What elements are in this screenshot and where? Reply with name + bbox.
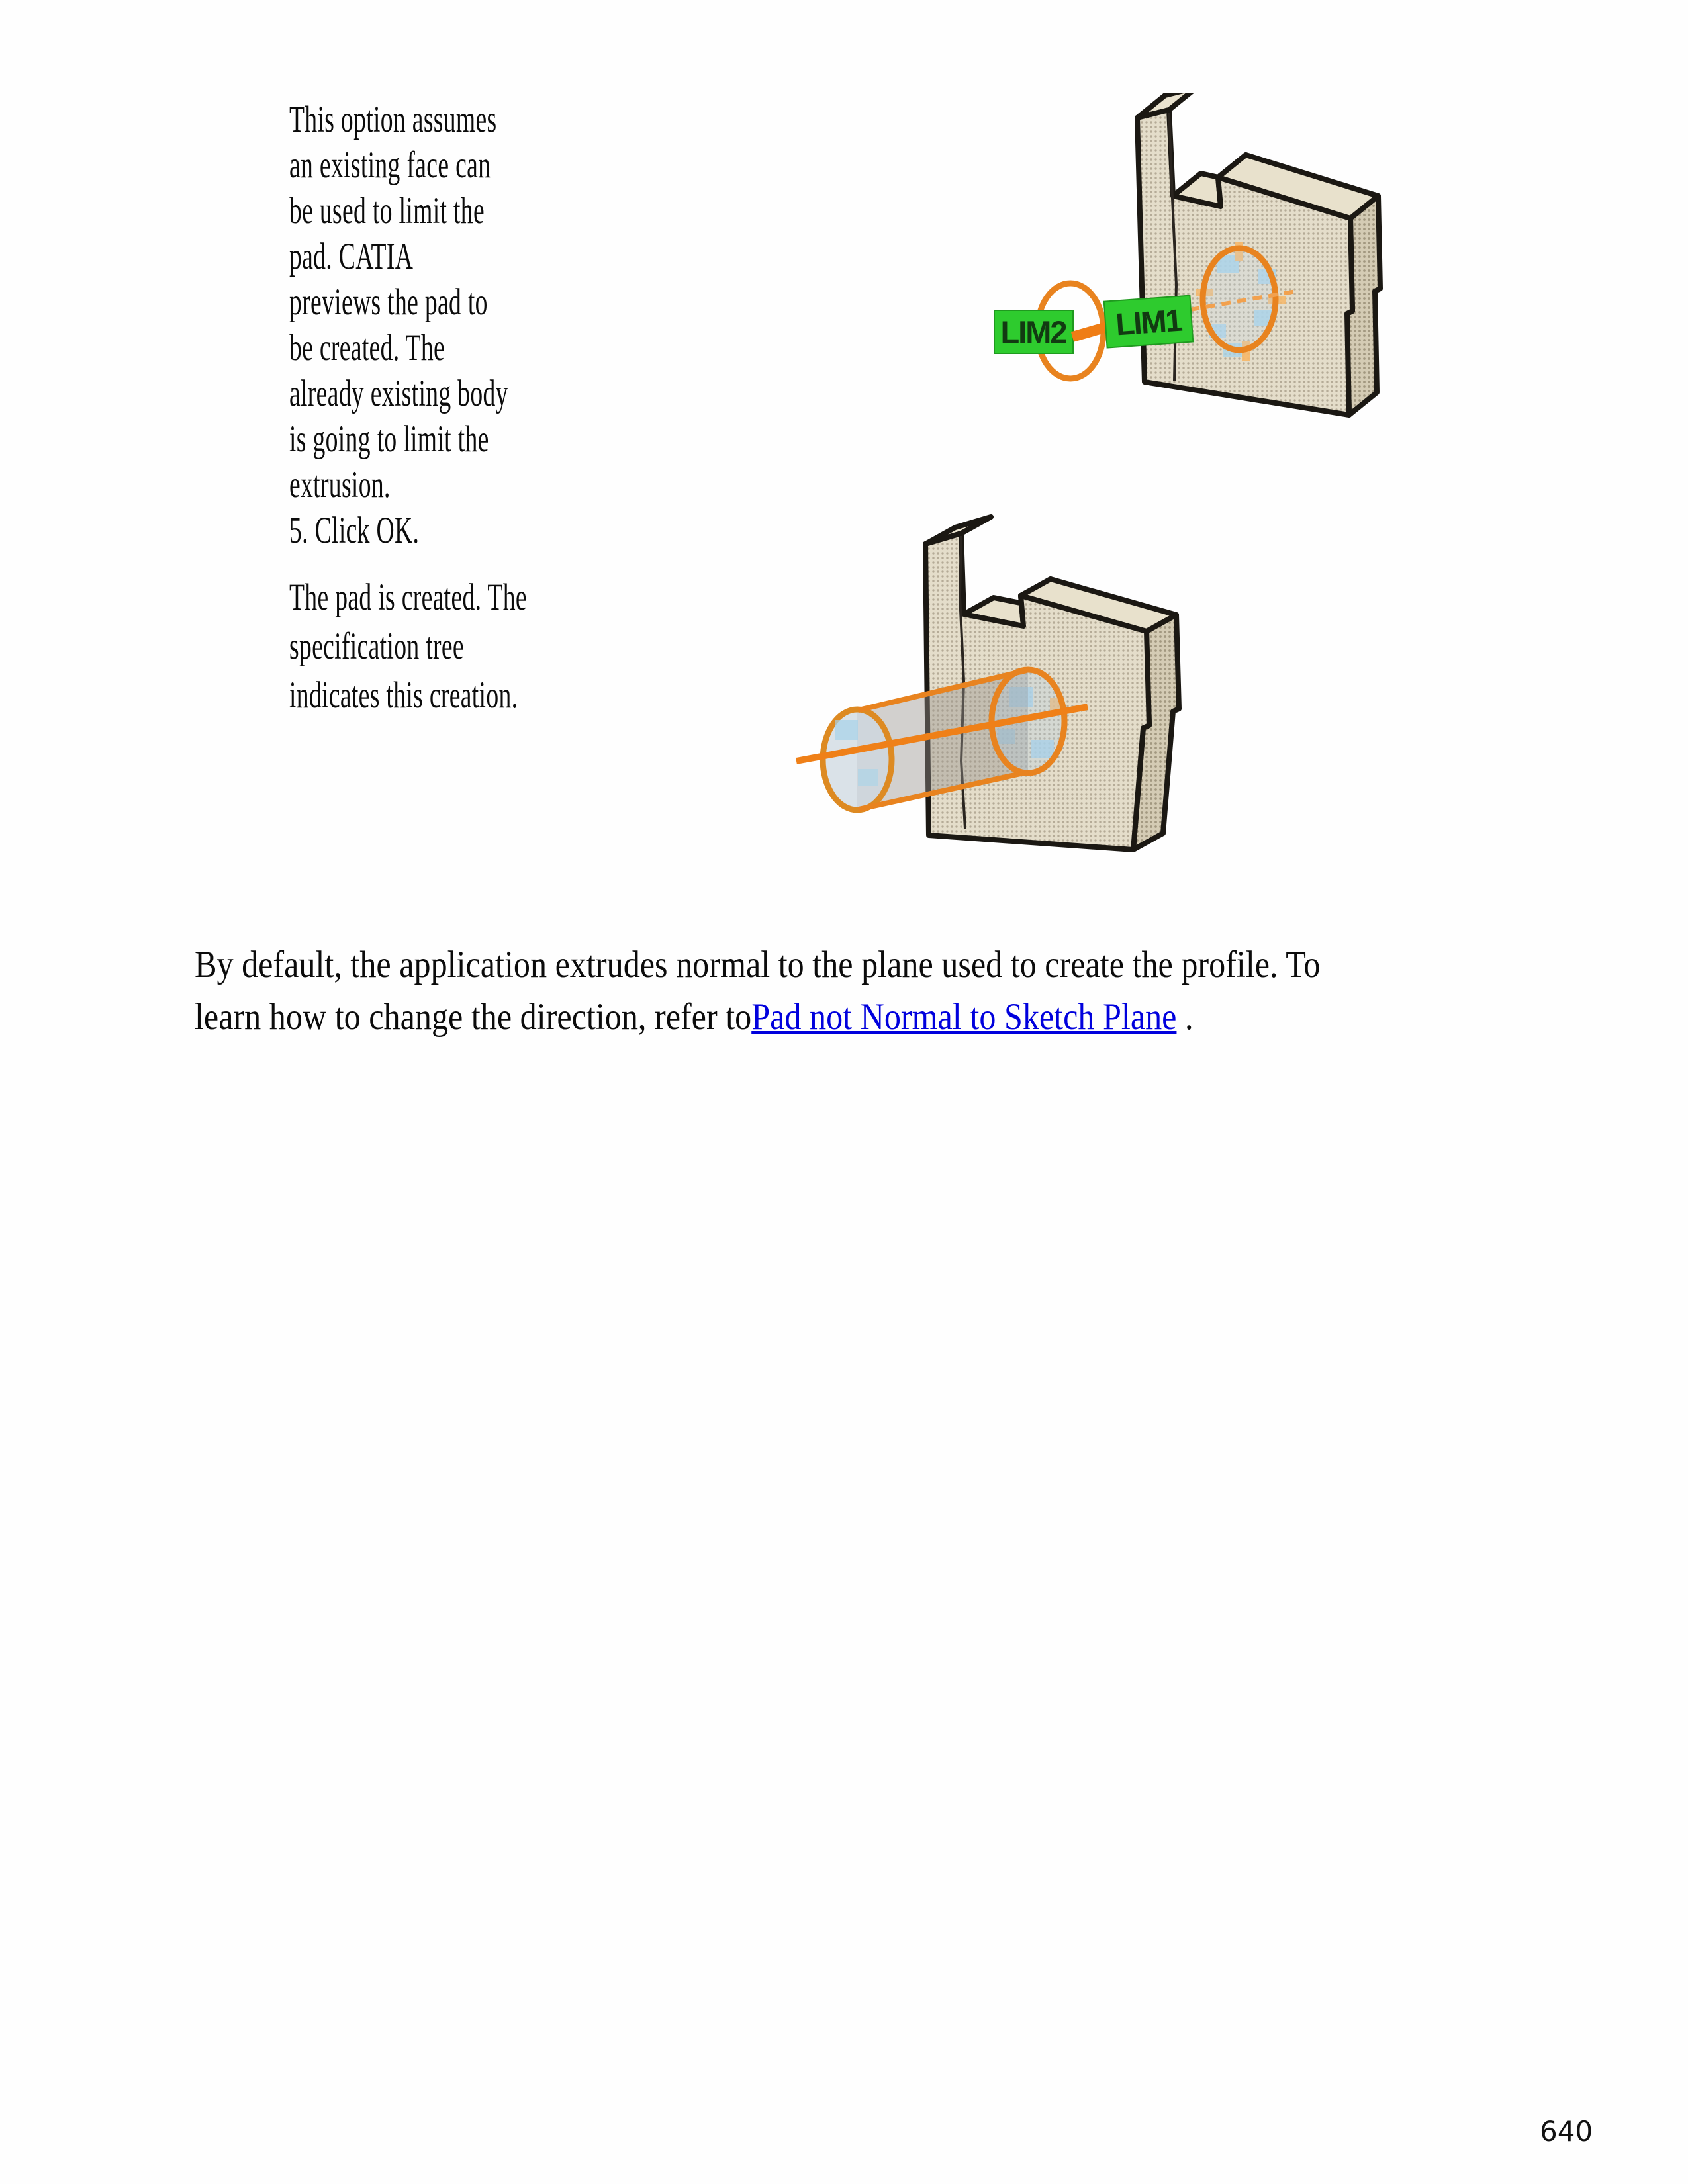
text-line: be used to limit the [289,190,485,232]
lim1-label: LIM1 [1114,302,1183,342]
instruction-paragraph-1 [289,97,508,553]
instruction-paragraph-2 [289,573,527,720]
lim2-label: LIM2 [1000,314,1066,349]
pad-preview-figure [940,93,1403,463]
text-line: previews the pad to [289,281,488,323]
text-line: an existing face can [289,144,491,186]
text-line [195,991,1320,1043]
text-line: 5. Click OK. [289,510,420,551]
lim2-flag [994,310,1073,353]
cap-highlight [835,720,858,740]
text-line: extrusion. [289,464,391,506]
text-line: By default, the application extrudes normal to the plane used to create the profile. To [195,944,1321,985]
text-line: already existing body [289,373,508,414]
cap-highlight [858,769,878,786]
footer-paragraph [195,938,1320,1043]
pad-not-normal-link[interactable]: Pad not Normal to Sketch Plane [751,996,1177,1038]
footer-text-before-link: learn how to change the direction, refer to [195,996,752,1038]
pad-created-figure [781,503,1410,913]
footer-text-after-link: . [1176,996,1194,1038]
text-line: The pad is created. The [289,576,527,618]
text-line: specification tree [289,625,464,667]
page-number: 640 [1540,2115,1593,2148]
lim1-flag [1104,296,1194,348]
text-line: This option assumes [289,99,497,140]
text-line: be created. The [289,327,445,369]
text-line: is going to limit the [289,418,489,460]
text-line: pad. CATIA [289,236,414,277]
text-line: indicates this creation. [289,674,518,716]
target-sketch-circle [1203,248,1276,350]
